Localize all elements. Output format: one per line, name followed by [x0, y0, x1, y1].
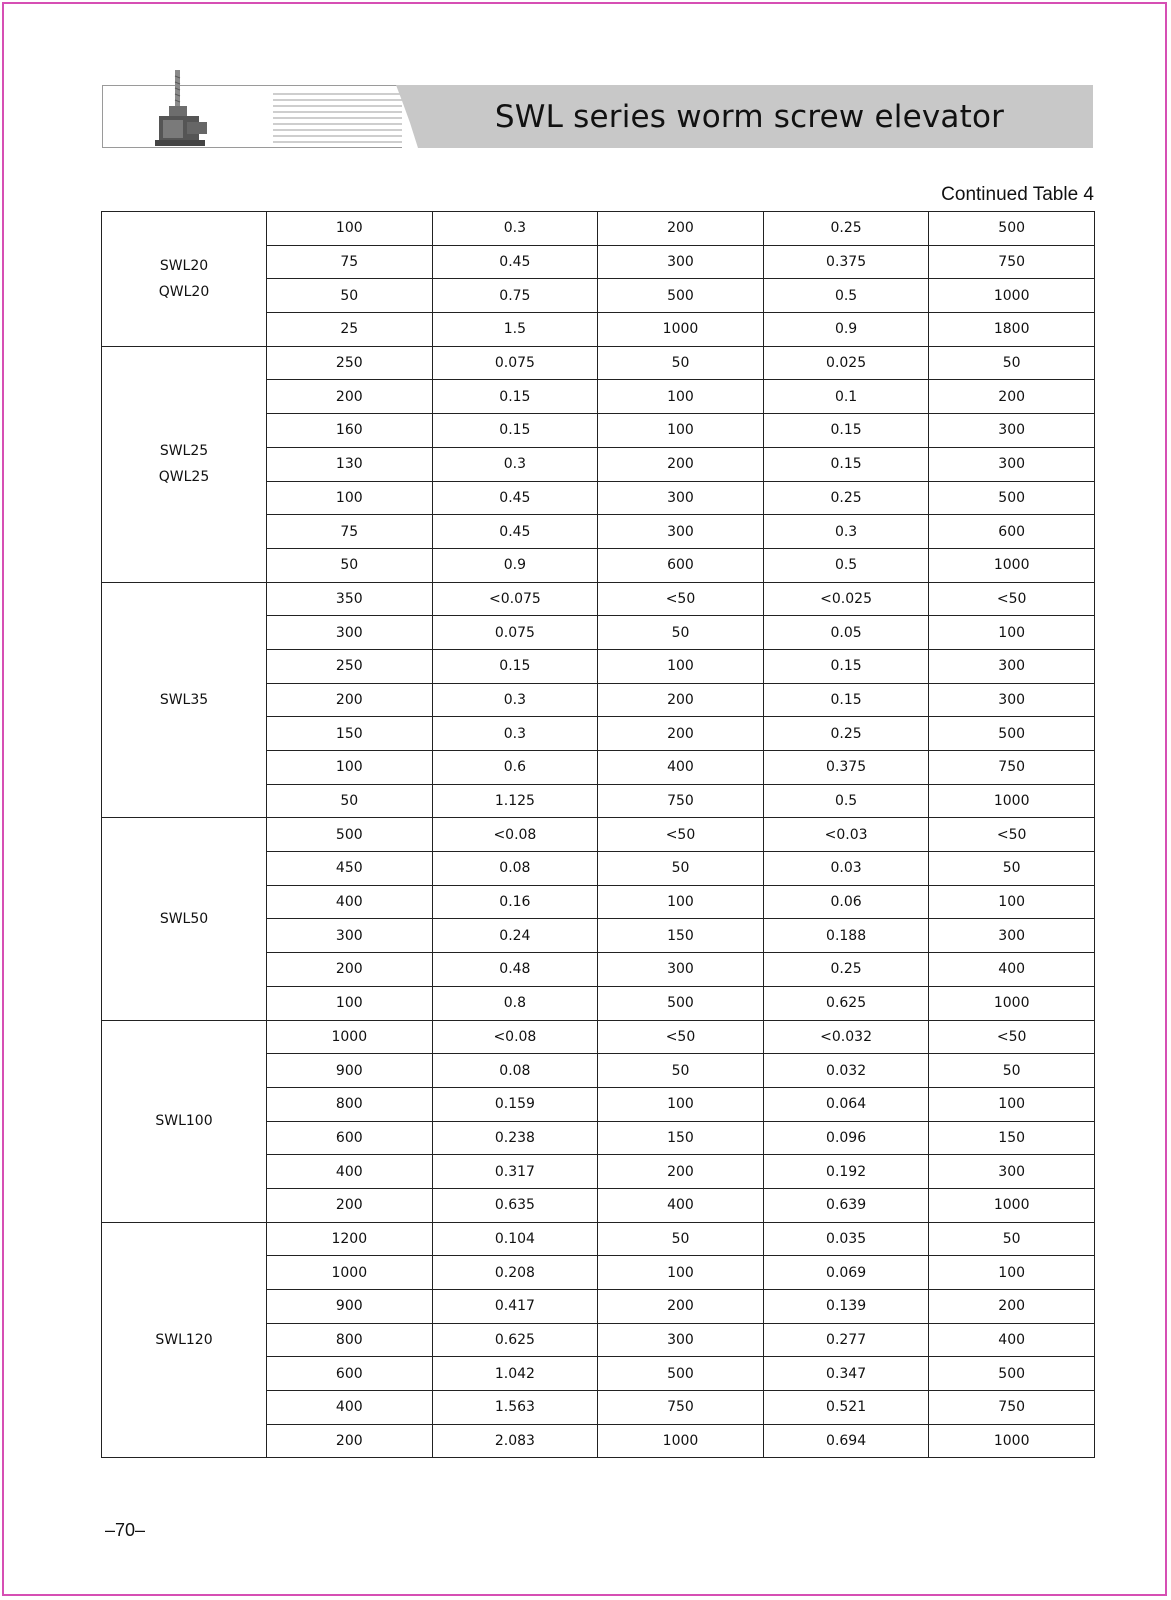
model-cell [102, 346, 267, 582]
model-name: QWL20 [158, 283, 210, 300]
table-cell: 0.3 [432, 683, 598, 717]
table-cell: <0.032 [763, 1020, 929, 1054]
table-cell: 150 [598, 1121, 764, 1155]
table-cell: 500 [929, 212, 1095, 246]
table-cell: 0.3 [763, 515, 929, 549]
table-cell: 0.16 [432, 885, 598, 919]
table-cell: 0.096 [763, 1121, 929, 1155]
table-cell: 750 [598, 1391, 764, 1425]
table-cell: 200 [929, 380, 1095, 414]
table-cell: 200 [598, 1155, 764, 1189]
table-cell: 600 [267, 1357, 433, 1391]
table-cell: 0.625 [763, 986, 929, 1020]
table-cell: 0.25 [763, 212, 929, 246]
model-name: SWL120 [155, 1332, 213, 1349]
table-cell: 100 [267, 481, 433, 515]
table-cell: 750 [929, 1391, 1095, 1425]
table-cell: 0.317 [432, 1155, 598, 1189]
table-cell: 50 [929, 852, 1095, 886]
table-cell: 150 [598, 919, 764, 953]
model-name: SWL25 [159, 443, 209, 460]
table-cell: 1000 [929, 986, 1095, 1020]
table-cell: 0.15 [763, 414, 929, 448]
model-name: SWL20 [159, 257, 209, 274]
table-cell: 800 [267, 1323, 433, 1357]
table-cell: 150 [929, 1121, 1095, 1155]
table-cell: 1000 [267, 1256, 433, 1290]
table-cell: 300 [598, 1323, 764, 1357]
table-cell: 0.25 [763, 481, 929, 515]
table-cell: 400 [598, 751, 764, 785]
table-cell: 50 [267, 548, 433, 582]
table-cell: 300 [929, 649, 1095, 683]
table-cell: 0.521 [763, 1391, 929, 1425]
table-row [102, 582, 1095, 616]
table-cell: 0.035 [763, 1222, 929, 1256]
table-cell: 750 [598, 784, 764, 818]
table-cell: 300 [598, 481, 764, 515]
table-cell: 750 [929, 245, 1095, 279]
table-cell: 1.5 [432, 313, 598, 347]
table-cell: 100 [267, 212, 433, 246]
table-cell: 100 [929, 616, 1095, 650]
table-cell: <50 [929, 1020, 1095, 1054]
model-cell [102, 582, 267, 818]
table-cell: 0.159 [432, 1087, 598, 1121]
table-cell: 300 [598, 245, 764, 279]
table-cell: 300 [929, 919, 1095, 953]
table-cell: <50 [598, 1020, 764, 1054]
table-cell: 0.15 [432, 649, 598, 683]
table-cell: 100 [267, 751, 433, 785]
table-cell: 200 [267, 1424, 433, 1458]
table-cell: 500 [598, 986, 764, 1020]
table-cell: 0.192 [763, 1155, 929, 1189]
table-cell: 0.06 [763, 885, 929, 919]
table-cell: 100 [929, 1087, 1095, 1121]
model-cell [102, 818, 267, 1020]
table-cell: 400 [929, 1323, 1095, 1357]
table-cell: 0.03 [763, 852, 929, 886]
table-cell: 0.188 [763, 919, 929, 953]
table-cell: <0.03 [763, 818, 929, 852]
table-cell: <50 [598, 582, 764, 616]
table-cell: 0.45 [432, 481, 598, 515]
table-cell: 0.08 [432, 852, 598, 886]
table-cell: 0.9 [432, 548, 598, 582]
table-cell: 0.15 [432, 380, 598, 414]
table-cell: 0.064 [763, 1087, 929, 1121]
table-cell: 0.635 [432, 1188, 598, 1222]
table-cell: 100 [929, 1256, 1095, 1290]
table-cell: 500 [929, 1357, 1095, 1391]
table-cell: 1000 [929, 279, 1095, 313]
table-cell: 100 [598, 1256, 764, 1290]
table-cell: 0.025 [763, 346, 929, 380]
table-cell: 500 [598, 279, 764, 313]
table-cell: 50 [598, 852, 764, 886]
table-cell: <50 [598, 818, 764, 852]
table-cell: 50 [267, 279, 433, 313]
table-cell: 1.125 [432, 784, 598, 818]
table-cell: 0.5 [763, 784, 929, 818]
model-cell [102, 1222, 267, 1458]
table-cell: 0.277 [763, 1323, 929, 1357]
table-cell: 50 [598, 1222, 764, 1256]
table-cell: 50 [598, 346, 764, 380]
table-cell: 200 [598, 717, 764, 751]
table-cell: 0.48 [432, 953, 598, 987]
table-cell: 160 [267, 414, 433, 448]
table-cell: <0.025 [763, 582, 929, 616]
table-cell: 0.5 [763, 279, 929, 313]
table-cell: <0.08 [432, 1020, 598, 1054]
table-cell: 0.9 [763, 313, 929, 347]
table-cell: 1000 [929, 548, 1095, 582]
table-cell: 0.375 [763, 751, 929, 785]
model-cell [102, 212, 267, 347]
table-cell: 0.08 [432, 1054, 598, 1088]
table-cell: 0.15 [763, 447, 929, 481]
table-cell: 600 [598, 548, 764, 582]
table-cell: 0.15 [763, 683, 929, 717]
table-cell: 250 [267, 649, 433, 683]
table-cell: 1000 [929, 1188, 1095, 1222]
table-cell: 750 [929, 751, 1095, 785]
model-name: QWL25 [158, 469, 210, 486]
table-cell: 50 [929, 1054, 1095, 1088]
table-cell: <0.08 [432, 818, 598, 852]
table-row [102, 818, 1095, 852]
table-cell: 250 [267, 346, 433, 380]
table-cell: 100 [598, 380, 764, 414]
table-cell: 400 [267, 1155, 433, 1189]
table-cell: 200 [598, 447, 764, 481]
table-cell: 0.75 [432, 279, 598, 313]
table-cell: 350 [267, 582, 433, 616]
table-cell: 0.5 [763, 548, 929, 582]
table-cell: 0.208 [432, 1256, 598, 1290]
table-cell: 0.238 [432, 1121, 598, 1155]
table-cell: 300 [598, 515, 764, 549]
table-cell: 800 [267, 1087, 433, 1121]
table-cell: 0.1 [763, 380, 929, 414]
table-cell: 0.139 [763, 1290, 929, 1324]
table-cell: 200 [598, 683, 764, 717]
table-cell: 200 [267, 953, 433, 987]
table-cell: 500 [267, 818, 433, 852]
table-cell: 400 [267, 885, 433, 919]
table-cell: 1.563 [432, 1391, 598, 1425]
table-cell: 100 [598, 414, 764, 448]
model-cell [102, 1020, 267, 1222]
table-cell: 400 [598, 1188, 764, 1222]
table-cell: 600 [267, 1121, 433, 1155]
table-cell: 25 [267, 313, 433, 347]
table-cell: 0.032 [763, 1054, 929, 1088]
table-cell: 0.075 [432, 616, 598, 650]
table-cell: 150 [267, 717, 433, 751]
table-cell: 200 [267, 683, 433, 717]
table-cell: 450 [267, 852, 433, 886]
banner-stripes [273, 86, 402, 148]
table-row [102, 1222, 1095, 1256]
table-cell: 400 [929, 953, 1095, 987]
table-cell: 900 [267, 1290, 433, 1324]
table-cell: 100 [929, 885, 1095, 919]
table-cell: 0.069 [763, 1256, 929, 1290]
table-cell: <50 [929, 818, 1095, 852]
table-cell: 0.3 [432, 447, 598, 481]
table-cell: 300 [929, 1155, 1095, 1189]
table-cell: 300 [929, 683, 1095, 717]
table-cell: 0.24 [432, 919, 598, 953]
model-name: SWL50 [159, 910, 209, 927]
table-cell: 0.3 [432, 717, 598, 751]
table-cell: 0.625 [432, 1323, 598, 1357]
table-cell: 200 [267, 1188, 433, 1222]
elevator-product-icon [153, 68, 215, 150]
table-cell: 300 [929, 447, 1095, 481]
table-cell: 0.417 [432, 1290, 598, 1324]
table-cell: 500 [929, 717, 1095, 751]
table-cell: 1000 [267, 1020, 433, 1054]
page-title: SWL series worm screw elevator [494, 98, 1005, 135]
page-number: –70– [105, 1520, 146, 1540]
table-cell: 0.15 [432, 414, 598, 448]
table-cell: 400 [267, 1391, 433, 1425]
table-cell: 0.25 [763, 717, 929, 751]
table-cell: 0.075 [432, 346, 598, 380]
table-cell: 500 [929, 481, 1095, 515]
table-row [102, 1020, 1095, 1054]
table-cell: 0.375 [763, 245, 929, 279]
table-cell: 0.639 [763, 1188, 929, 1222]
table-cell: 500 [598, 1357, 764, 1391]
table-cell: 0.694 [763, 1424, 929, 1458]
table-cell: 600 [929, 515, 1095, 549]
spec-table-body [102, 212, 1095, 1458]
table-cell: 0.8 [432, 986, 598, 1020]
table-row [102, 212, 1095, 246]
table-cell: 50 [598, 616, 764, 650]
table-cell: 0.3 [432, 212, 598, 246]
table-cell: 300 [598, 953, 764, 987]
table-cell: 100 [598, 885, 764, 919]
table-cell: 50 [267, 784, 433, 818]
table-cell: 100 [598, 1087, 764, 1121]
table-cell: 300 [929, 414, 1095, 448]
table-cell: 1200 [267, 1222, 433, 1256]
model-name: SWL35 [159, 691, 209, 708]
table-caption: Continued Table 4 [941, 184, 1094, 205]
table-cell: 0.104 [432, 1222, 598, 1256]
spec-table [101, 211, 1095, 1458]
table-cell: 0.45 [432, 245, 598, 279]
table-cell: 50 [929, 346, 1095, 380]
table-cell: 1.042 [432, 1357, 598, 1391]
table-cell: 100 [267, 986, 433, 1020]
table-cell: 50 [598, 1054, 764, 1088]
table-cell: 75 [267, 245, 433, 279]
table-cell: 75 [267, 515, 433, 549]
table-cell: 130 [267, 447, 433, 481]
table-cell: 2.083 [432, 1424, 598, 1458]
table-cell: 200 [929, 1290, 1095, 1324]
table-row [102, 346, 1095, 380]
table-cell: 200 [598, 212, 764, 246]
table-cell: 1000 [598, 313, 764, 347]
table-cell: 1800 [929, 313, 1095, 347]
table-cell: 0.05 [763, 616, 929, 650]
table-cell: 900 [267, 1054, 433, 1088]
table-cell: 0.45 [432, 515, 598, 549]
table-cell: 100 [598, 649, 764, 683]
table-cell: 300 [267, 919, 433, 953]
table-cell: 1000 [929, 784, 1095, 818]
table-cell: 1000 [929, 1424, 1095, 1458]
model-name: SWL100 [155, 1113, 213, 1130]
table-cell: 200 [598, 1290, 764, 1324]
table-cell: 0.25 [763, 953, 929, 987]
table-cell: 0.347 [763, 1357, 929, 1391]
table-cell: 50 [929, 1222, 1095, 1256]
table-cell: 300 [267, 616, 433, 650]
table-cell: <50 [929, 582, 1095, 616]
table-cell: 0.6 [432, 751, 598, 785]
banner-left-panel [102, 85, 402, 148]
table-cell: <0.075 [432, 582, 598, 616]
table-cell: 1000 [598, 1424, 764, 1458]
table-cell: 200 [267, 380, 433, 414]
table-cell: 0.15 [763, 649, 929, 683]
